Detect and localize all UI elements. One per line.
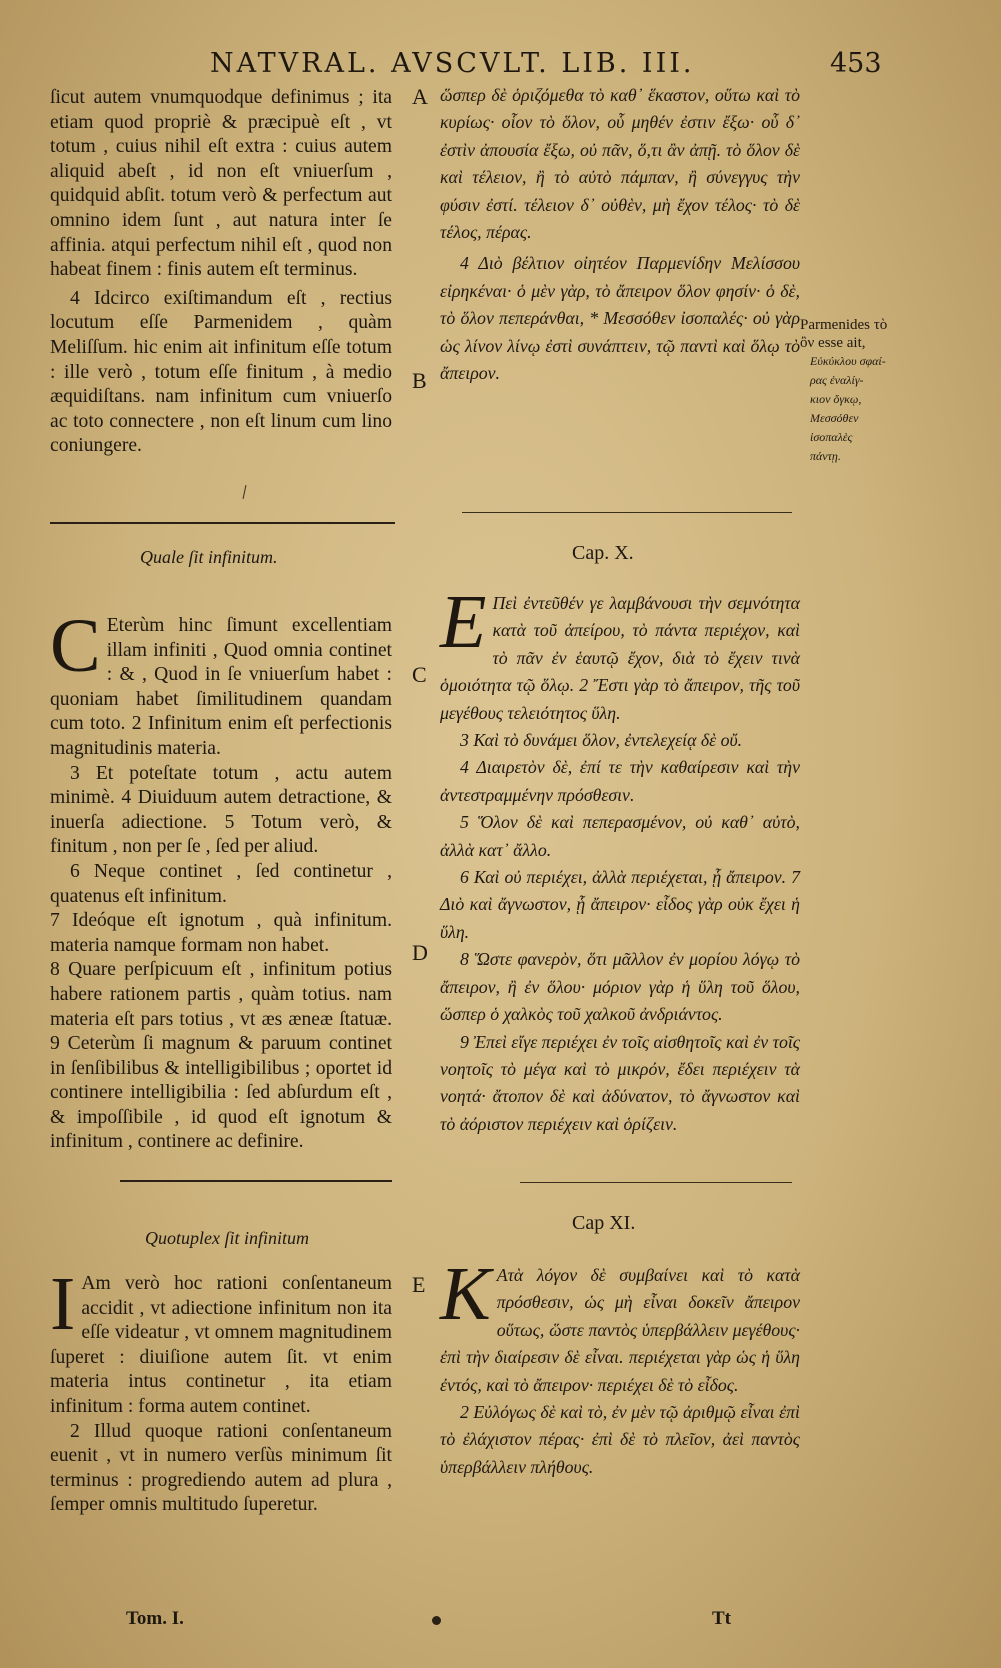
greek-chapter-x-p9: 9 Ἐπεὶ εἴγε περιέχει ἐν τοῖς αἰσθητοῖς καὶ ἐν τοῖς νοητοῖς τὸ μέγα καὶ τὸ μικρόν, ἔδει περιέχειν τὰ νοητά· ἄτοπον δὲ καὶ ἀδύνατον, τὸ ἄγνωστον καὶ τὸ ἀόριστον περιέχειν καὶ ὁρίζειν. <box>440 1031 800 1134</box>
signature-mark: Tom. I. <box>126 1608 184 1629</box>
margin-note <box>800 316 900 466</box>
latin-section-2-p2: 2 Illud quoque rationi conſentaneum euenit , vt in numero verſùs minimum ſit terminus : progrediendo autem ad plura , ſemper omnis multitudo ſuperetur. <box>50 1420 392 1516</box>
margin-greek-line: πάντῃ. <box>810 449 841 463</box>
greek-chapter-xi-first <box>440 1252 800 1399</box>
greek-chapter-xi-p2: 2 Εὐλόγως δὲ καὶ τὸ, ἐν μὲν τῷ ἀριθμῷ εἶναι ἐπὶ τὸ ἐλάχιστον πέρας· ἐπὶ δὲ τὸ πλεῖον, ἀεὶ παντὸς ὑπερβάλλειν πλήθους. <box>440 1402 800 1477</box>
column-letter-a: A <box>412 84 428 109</box>
ink-dot <box>432 1616 441 1625</box>
page-number: 453 <box>830 48 882 79</box>
greek-chapter-x-p5: 5 Ὅλον δὲ καὶ πεπερασμένον, οὐ καθ᾽ αὐτὸ, ἀλλὰ κατ᾽ ἄλλο. <box>440 812 800 860</box>
latin-section-1-p7: 7 Ideóque eſt ignotum , quà infinitum. materia namque formam non habet. <box>50 910 392 956</box>
latin-top-paragraph: ſicut autem vnumquodque definimus ; ita etiam quod propriè & præcipuè eſt , vt totum , cuius nihil eſt extra : cuius autem aliquid abeſt , id non eſt vniuerſum , quidquid abſit. totum verò & perfectum aut omnino idem ſunt , aut natura inter ſe affinia. atqui perfectum nihil eſt , quod non habeat finem : finis autem eſt terminus. <box>50 87 392 281</box>
latin-paragraph-4: 4 Idcirco exiſtimandum eſt , rectius locutum eſſe Parmenidem , quàm Meliſſum. hic enim ait infinitum eſſe totum : ille verò , totum eſſe finitum , à medio æquidiſtans. nam infinitum cum vniuerſo ac toto connectere , non eſt linum cum lino coniungere. <box>50 287 392 457</box>
section-rule <box>462 512 792 513</box>
margin-greek-line: ἰσοπαλὲς <box>810 430 853 444</box>
margin-greek-line: ρας ἐναλίγ- <box>810 373 864 387</box>
greek-paragraph-4: 4 Διὸ βέλτιον οἰητέον Παρμενίδην Μελίσσου εἰρηκέναι· ὁ μὲν γὰρ, τὸ ἄπειρον ὅλον φησίν· ὁ δὲ, τὸ ὅλον πεπεράνθαι, * Μεσσόθεν ἰσοπαλές· οὐ γὰρ ὡς λίνον λίνῳ ἐστὶ συνάπτειν, τῷ παντὶ καὶ ὅλῳ τὸ ἄπειρον. <box>440 253 800 384</box>
running-head <box>210 48 990 79</box>
margin-greek-line: κιον ὄγκῳ, <box>810 392 862 406</box>
greek-chapter-xi <box>440 1252 800 1481</box>
latin-section-1-p8: 8 Quare perſpicuum eſt , infinitum potius habere rationem partis , quàm totius. nam materia eſt pars totius , vt æs æneæ ſtatuæ. 9 Ceterùm ſi magnum & paruum continet in ſenſibilibus & intelligibilibus ; oportet id continere intelligibilia : ſed abſurdum eſt , & impoſſibile , id quod eſt ignotum & infinitum , continere ac definire. <box>50 959 392 1153</box>
catchword: Tt <box>712 1608 731 1629</box>
margin-greek-line: Εὐκύκλου σφαί- <box>810 354 886 368</box>
greek-chapter-x-p8: 8 Ὥστε φανερὸν, ὅτι μᾶλλον ἐν μορίου λόγῳ τὸ ἄπειρον, ἢ ἐν ὅλου· μόριον γὰρ ἡ ὕλη τοῦ ὅλου, ὥσπερ ὁ χαλκὸς τοῦ χαλκοῦ ἀνδριάντος. <box>440 949 800 1025</box>
greek-chapter-x-p4: 4 Διαιρετὸν δὲ, ἐπί τε τὴν καθαίρεσιν καὶ τὴν ἀντεστραμμένην πρόσθεσιν. <box>440 757 800 805</box>
ink-mark <box>243 485 247 499</box>
column-letter-b: B <box>412 368 427 393</box>
drop-cap-k: K <box>440 1252 491 1336</box>
drop-cap-i: I <box>50 1262 76 1346</box>
greek-chapter-x-p3: 3 Καὶ τὸ δυνάμει ὅλον, ἐντελεχείᾳ δὲ οὔ. <box>460 730 743 751</box>
greek-top-block <box>440 82 800 387</box>
latin-section-1-text: Eterùm hinc ſimunt excellentiam illam infiniti , Quod omnia continet : & , Quod in ſe vniuerſum habet : quoniam habet ſimilitudinem quandam cum toto. 2 Infinitum enim eſt perfectionis magnitudinis materia. <box>50 615 392 759</box>
greek-chapter-x-p6: 6 Καὶ οὐ περιέχει, ἀλλὰ περιέχεται, ᾗ ἄπειρον. 7 Διὸ καὶ ἄγνωστον, ᾗ ἄπειρον· εἶδος γὰρ οὐκ ἔχει ἡ ὕλη. <box>440 867 800 942</box>
margin-note-latin: Parmenides τὸ ὂν esse ait, <box>800 317 888 351</box>
drop-cap-c: C <box>50 604 101 688</box>
latin-section-1 <box>50 604 392 1155</box>
section-rule <box>520 1182 792 1183</box>
latin-section-1-p3: 3 Et poteſtate totum , actu autem minimè. 4 Diuiduum autem detractione, & inuerſa adiectione. 5 Totum verò, & finitum , non per ſe , ſed per aliud. <box>50 762 392 858</box>
section-rule <box>120 1180 392 1182</box>
column-letter-d: D <box>412 940 428 965</box>
greek-chapter-x-text: Πεὶ ἐντεῦθέν γε λαμβάνουσι τὴν σεμνότητα κατὰ τοῦ ἀπείρου, τὸ πάντα περιέχον, καὶ τὸ πᾶν ἐν ἑαυτῷ ἔχον, διὰ τὸ ἔχειν τινὰ ὁμοιότητα τῷ ὅλῳ. 2 Ἔστι γὰρ τὸ ἄπειρον, τῆς τοῦ μεγέθους τελειότητος ὕλη. <box>440 593 800 723</box>
greek-chapter-xi-text: Ατὰ λόγον δὲ συμβαίνει καὶ τὸ κατὰ πρόσθεσιν, ὡς μὴ εἶναι δοκεῖν ἄπειρον οὕτως, ὥστε παντὸς ὑπερβάλλειν μεγέθους· ἐπὶ τὴν διαίρεσιν δὲ εἶναι. περιέχεται γὰρ ὡς ἡ ὕλη ἐντός, καὶ τὸ ἄπειρον· περιέχει δὲ τὸ εἶδος. <box>440 1265 800 1395</box>
greek-chapter-x-first <box>440 580 800 727</box>
latin-section-2-first <box>50 1262 392 1420</box>
latin-section-2-text: Am verò hoc rationi conſentaneum accidit , vt adiectione infinitum non ita eſſe videatur , vt omnem magnitudinem ſuperet : diuiſione autem ſit. vt enim materia intus continetur , ita etiam infinitum : forma autem continet. <box>50 1273 392 1417</box>
chapter-heading-x: Cap. X. <box>572 542 634 564</box>
column-letter-c: C <box>412 662 427 687</box>
margin-greek-line: Μεσσόθεν <box>810 411 859 425</box>
section-title-quale: Quale ſit infinitum. <box>140 547 278 567</box>
latin-top-block <box>50 86 392 459</box>
section-title-quotuplex: Quotuplex ſit infinitum <box>145 1228 309 1248</box>
drop-cap-e: E <box>440 580 487 664</box>
greek-chapter-x <box>440 580 800 1138</box>
column-letter-e: E <box>412 1272 426 1297</box>
latin-section-1-p6: 6 Neque continet , ſed continetur , quatenus eſt infinitum. <box>50 860 392 907</box>
greek-top-paragraph: ὥσπερ δὲ ὁριζόμεθα τὸ καθ᾽ ἕκαστον, οὕτω καὶ τὸ κυρίως· οἷον τὸ ὅλον, οὗ μηθέν ἐστιν ἔξω· οὗ δ᾽ ἐστὶν ἀπουσία ἔξω, οὐ πᾶν, ὅ,τι ἂν ἀπῇ. τὸ ὅλον δὲ καὶ τέλειον, ἢ τὸ αὐτὸ πάμπαν, ἢ σύνεγγυς τὴν φύσιν ἐστί. τέλειον δ᾽ οὐθὲν, μὴ ἔχον τέλος· τὸ δὲ τέλος, πέρας. <box>440 85 800 243</box>
running-title: NATVRAL. AVSCVLT. LIB. III. <box>210 48 695 79</box>
latin-section-1-first <box>50 604 392 762</box>
section-rule <box>50 522 395 524</box>
latin-section-2 <box>50 1262 392 1518</box>
chapter-heading-xi: Cap XI. <box>572 1212 636 1234</box>
